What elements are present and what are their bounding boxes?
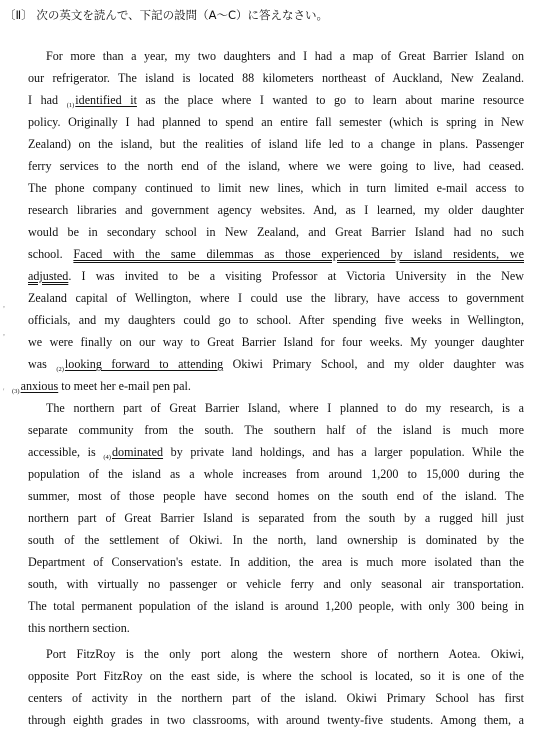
double-underlined-sentence: Faced with the same dilemmas as those experienced by island residents, we — [73, 247, 524, 261]
paragraph-1 — [12, 45, 525, 397]
text-line: The phone company continued to limit new lines, which in turn limited e-mail access to — [28, 181, 524, 195]
text-line: ferry services to the north end of the island, where we were going to live, had ceased. — [28, 159, 524, 173]
text-line: Zealand capital of Wellington, where I could use the library, have access to government — [28, 291, 524, 305]
paragraph-2 — [28, 397, 524, 639]
text-line: south of the settlement of Okiwi. In the north, land ownership is dominated by the — [28, 533, 524, 547]
question-marker-4: (4) — [103, 454, 111, 461]
text-line: summer, most of those people have second homes on the south end of the island. The — [28, 489, 524, 503]
text-line: officials, and my daughters could go to school. After spending five weeks in Wellington, — [28, 313, 524, 327]
text-line: was $_{(2)}$looking forward to attending Okiwi Primary School, and my older daughter was — [28, 357, 524, 373]
text-line: The total permanent population of the island is around 1,200 people, with only 300 being in — [28, 599, 524, 613]
text-line: research libraries and government agency websites. And, as I learned, my older daughter — [28, 203, 524, 217]
text-line: our refrigerator. The island is located 88 kilometers northeast of Auckland, New Zealand. — [28, 71, 524, 85]
text-line: northern part of Great Barrier Island is separated from the south by a rugged hill just — [28, 511, 524, 525]
text-line: separate community from the south. The southern half of the island is much more — [28, 423, 524, 437]
underlined-phrase-3: anxious — [20, 379, 59, 393]
margin-mark: , — [3, 328, 5, 337]
underlined-phrase-1: identified it — [75, 93, 137, 107]
question-marker-3: (3) — [12, 388, 20, 395]
text-line: adjusted. I was invited to be a visiting Professor at Victoria University in the New — [28, 269, 524, 283]
double-underlined-sentence-end: adjusted — [28, 269, 69, 283]
text-line: policy. Originally I had planned to spend an entire fall semester (which is spring in New — [28, 115, 524, 129]
text-line: $_{(3)}$anxious to meet her e-mail pen pal. — [12, 379, 191, 395]
text-line: I had $_{(1)}$identified it as the place where I wanted to go to learn about marine resource — [28, 93, 525, 109]
underlined-phrase-4: dominated — [111, 445, 164, 459]
margin-mark: , — [3, 300, 5, 309]
text-line: Department of Conservation's estate. In addition, the area is much more isolated than the — [28, 555, 524, 569]
text-line: For more than a year, my two daughters and I had a map of Great Barrier Island on — [46, 49, 524, 63]
text-line: would be in secondary school in New Zealand, and Great Barrier Island had no such — [28, 225, 524, 239]
text-line: school. Faced with the same dilemmas as those experienced by island residents, we — [28, 247, 524, 261]
text-line: population of the island as a whole increases from around 1,200 to 15,000 during the — [28, 467, 524, 481]
text-line: Port FitzRoy is the only port along the western shore of northern Aotea. Okiwi, — [46, 647, 524, 661]
text-line: The northern part of Great Barrier Island, where I planned to do my research, is a — [46, 401, 524, 415]
question-marker-2: (2) — [56, 366, 64, 373]
question-marker-1: (1) — [66, 102, 75, 109]
text-line: opposite Port FitzRoy on the east side, is where the school is located, so it is one of the — [28, 669, 524, 683]
text-line: Zealand) on the island, but the realities of island life led to a change in plans. Passenger — [28, 137, 524, 151]
text-line: centers of activity in the northern part of the island. Okiwi Primary School has first — [28, 691, 524, 705]
section-header: 〔Ⅱ〕 次の英文を読んで、下記の設問（A～C）に答えなさい。 — [4, 8, 328, 22]
underlined-phrase-2: looking forward to attending — [64, 357, 224, 371]
text-line: this northern section. — [28, 621, 130, 635]
paragraph-3 — [28, 643, 524, 731]
text-line: we were finally on our way to Great Barrier Island for four weeks. My younger daughter — [28, 335, 524, 349]
text-line: south, with virtually no passenger or vehicle ferry and only seasonal air transportation. — [28, 577, 524, 591]
margin-mark: ' — [3, 387, 5, 396]
text-line: through eighth grades in two classrooms, with around twenty-five students. Among them, a — [28, 713, 524, 727]
text-line: accessible, is $_{(4)}$dominated by private land holdings, and has a larger population. While the — [28, 445, 524, 461]
